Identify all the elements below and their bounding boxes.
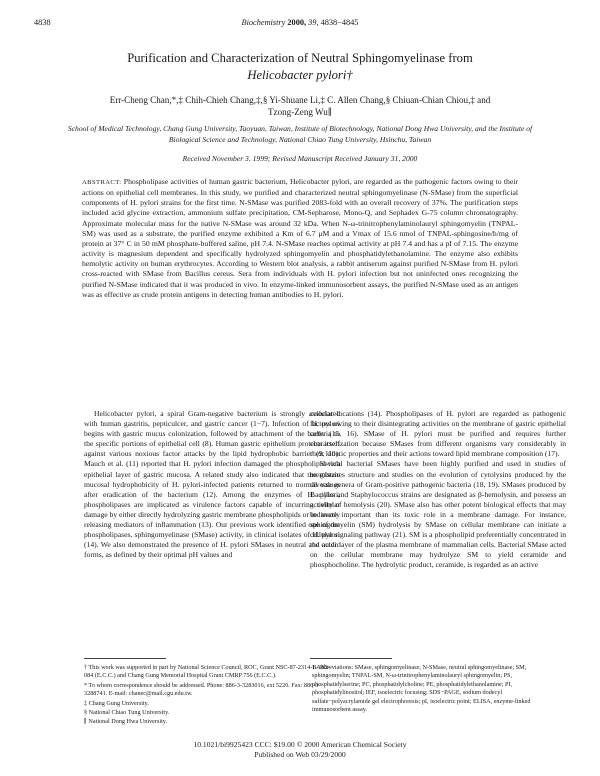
journal-citation [34, 18, 566, 27]
affiliations: School of Medical Technology, Chang Gung University, Taoyuan, Taiwan, Institute of Biotechnology, National Dong Hwa University, and the Institute of Biological Science and Technology, National Chiao Tung University, Hsinchu, Taiwan [67, 124, 533, 144]
footnote-rule-left [84, 658, 166, 659]
intro-paragraph-2: Several bacterial SMases have been highly purified and used in studies of membranes structure and studies on the evolution of cytolysins produced by the diverse genera of Gram-positive pathogenic bacteria (18, 19). SMases produced by Bacillus and Staphylococcus strains are designated as β-hemolysin, and possess an activity of hemolysis (20). SMase also has other potent biological effects that may be more important than its toxic role in a membrane damage. For instance, sphingomyelin (SM) hydrolysis by SMase on cellular membrane can initiate a cellular signaling pathway (21). SM is a phospholipid preferentially concentrated in the outer layer of the plasma membrane of mammalian cells. Bacterial SMase acted on the cellular membrane may hydrolyze SM to yield ceramide and phosphocholine. The hydrolytic product, ceramide, is regarded as an active [310, 459, 566, 570]
journal-name: Biochemistry [241, 18, 286, 27]
article-title [60, 50, 540, 84]
footnote-abbreviations: 1 Abbreviations: SMase, sphingomyelinase; N-SMase, neutral sphingomyelinase; SM, sphingomyelin; TNPAL-SM, N-ω-trinitrophenylaminolauryl sphingomyelin; PS, phosphatidylserine; PC, phosphatidylcholine; PE, phosphatidylethanolamine; PI, phosphatidylinositol; IEF, isoelectric focusing; SDS−PAGE, sodium dodecyl sulfate−polyacrylamide gel electrophoresis; pI, isoelectric point; ELISA, enzyme-linked immunosorbent assay. [312, 664, 531, 714]
footnotes-right [312, 664, 558, 715]
body-right-column [310, 409, 566, 571]
abstract [82, 177, 518, 300]
received-dates: Received November 3, 1999; Revised Manuscript Received January 31, 2000 [182, 154, 418, 163]
journal-year: 2000, [287, 18, 307, 27]
footnote-rule-right [310, 658, 392, 659]
journal-volume: 39, [308, 18, 319, 27]
footnotes-left [84, 664, 330, 728]
abstract-text: Phospholipase activities of human gastric bacterium, Helicobacter pylori, are regarded as the pathogenic factors owing to their actions on epithelial cell membranes. In this study, we purified and characterized neutral sphingomyelinase (N-SMase) from the superficial components of H. pylori strains for the first time. N-SMase was purified 2083-fold with an overall recovery of 37%. The purification steps included acid glycine extraction, ammonium sulfate precipitation, CM-Sepharose, Mono-Q, and Sephadex G-75 column chromatography. Approximate molecular mass for the native N-SMase was around 32 kDa. When N-ω-trinitrophenylaminolauryl sphingomyelin (TNPAL-SM) was used as a substrate, the purified enzyme exhibited a Km of 6.7 μM and a Vmax of 15.6 nmol of TNPAL-sphingosine/h/mg of protein at 37° C in 50 mM phosphate-buffered saline, pH 7.4. N-SMase reaches optimal activity at pH 7.4 and has a pI of 7.15. The enzyme activity is magnesium dependent and specifically hydrolyzed sphingomyelin and phosphatidylethanolamine. The enzyme also exhibits hemolytic activity on human erythrocytes. According to Western blot analysis, a rabbit antiserum against purified N-SMase from H. pylori cross-reacted with SMase from Bacillus cereus. Sera from individuals with H. pylori infection but not uninfected ones recognizing the purified N-SMase indicated that it was produced in vivo. In enzyme-linked immunosorbent assays, the purified N-SMase used as an antigen was as effective as crude protein antigens in detecting human antibodies to H. pylori. [82, 177, 518, 299]
abstract-label: ABSTRACT: [82, 179, 122, 186]
footnote-correspondence: * To whom correspondence should be addressed. Phone: 886-3-3283016, ext 5220. Fax: 886-3-3288741. E-mail: chanec@mail.cgu.edu.tw. [84, 681, 321, 698]
page-footer [60, 740, 540, 760]
footnote-affil-3: ∥ National Dong Hwa University. [84, 718, 168, 726]
doi-copyright: 10.1021/bi9925423 CCC: $19.00 © 2000 American Chemical Society [193, 740, 407, 749]
title-line-1: Purification and Characterization of Neutral Sphingomyelinase from [127, 51, 473, 65]
running-header [34, 18, 566, 30]
footnote-affil-2: § National Chiao Tung University. [84, 709, 170, 717]
intro-paragraph-1-cont: cellular locations (14). Phospholipases of H. pylori are regarded as pathogenic factors owing to their disintegrating activities on the membrane of gastric epithelial cells (15, 16). SMase of H. pylori must be purified and requires further characterization because SMases from different organisms vary considerably in their kinetic properties and their actions toward lipid membrane composition (17). [310, 409, 566, 459]
intro-paragraph-1: Helicobacter pylori, a spiral Gram-negative bacterium is strongly associated with human gastritis, pepticulcer, and gastric cancer (1−7). Infection of H. pylori begins with gastric mucus colonization, followed by attachment of the bacteria to the specific portions of epithelial cell (8). Human gastric epithelium protects itself against various noxious factor attacks by the lipid hydrophobic barrier (9, 10). Mauch et al. (11) reported that H. pylori infection damaged the phospholipid-rich epithelial layer of gastric mucosa. A related study also indicated that the gastric mucosal hydrophobicity of H. pylori-infected patients returned to normal values after eradication of the bacterium (12). Among the enzymes of H. pylori, phospholipases are implicated as virulence factors capable of incurring cellular damage by either directly hydrolyzing gastric membrane phospholipids or indirectly releasing mediators of inflammation (13). Our previous work identified one of the phospholipases, sphingomyelinase (SMase) activity, in clinical isolates of H. pylori (14). We also demonstrated the presence of H. pylori SMases in neutral and acidic forms, as defined by their optimal pH values and [84, 409, 340, 560]
footnote-affil-1: ‡ Chang Gung University. [84, 699, 149, 707]
journal-pages: 4838−4845 [320, 18, 359, 27]
footnote-funding: † This work was supported in part by National Science Council, ROC, Grant NSC-87-2314-B-182-084 (E.C.C.) and Chang Gung Memorial Hospital Grant CMRP 756 (E.C.C.). [84, 664, 330, 680]
authors-line-1: Err-Cheng Chan,*,‡ Chih-Chieh Chang,‡,§ Yi-Shuane Li,‡ C. Allen Chang,§ Chiuan-Chian Chiou,‡ and [109, 95, 491, 105]
page-number: 4838 [34, 18, 51, 27]
published-date: Published on Web 03/29/2000 [254, 750, 346, 759]
authors-line-2: Tzong-Zeng Wu∥ [267, 107, 333, 117]
author-list [60, 94, 540, 118]
body-left-column [84, 409, 340, 560]
title-line-2: Helicobacter pylori† [247, 68, 353, 82]
